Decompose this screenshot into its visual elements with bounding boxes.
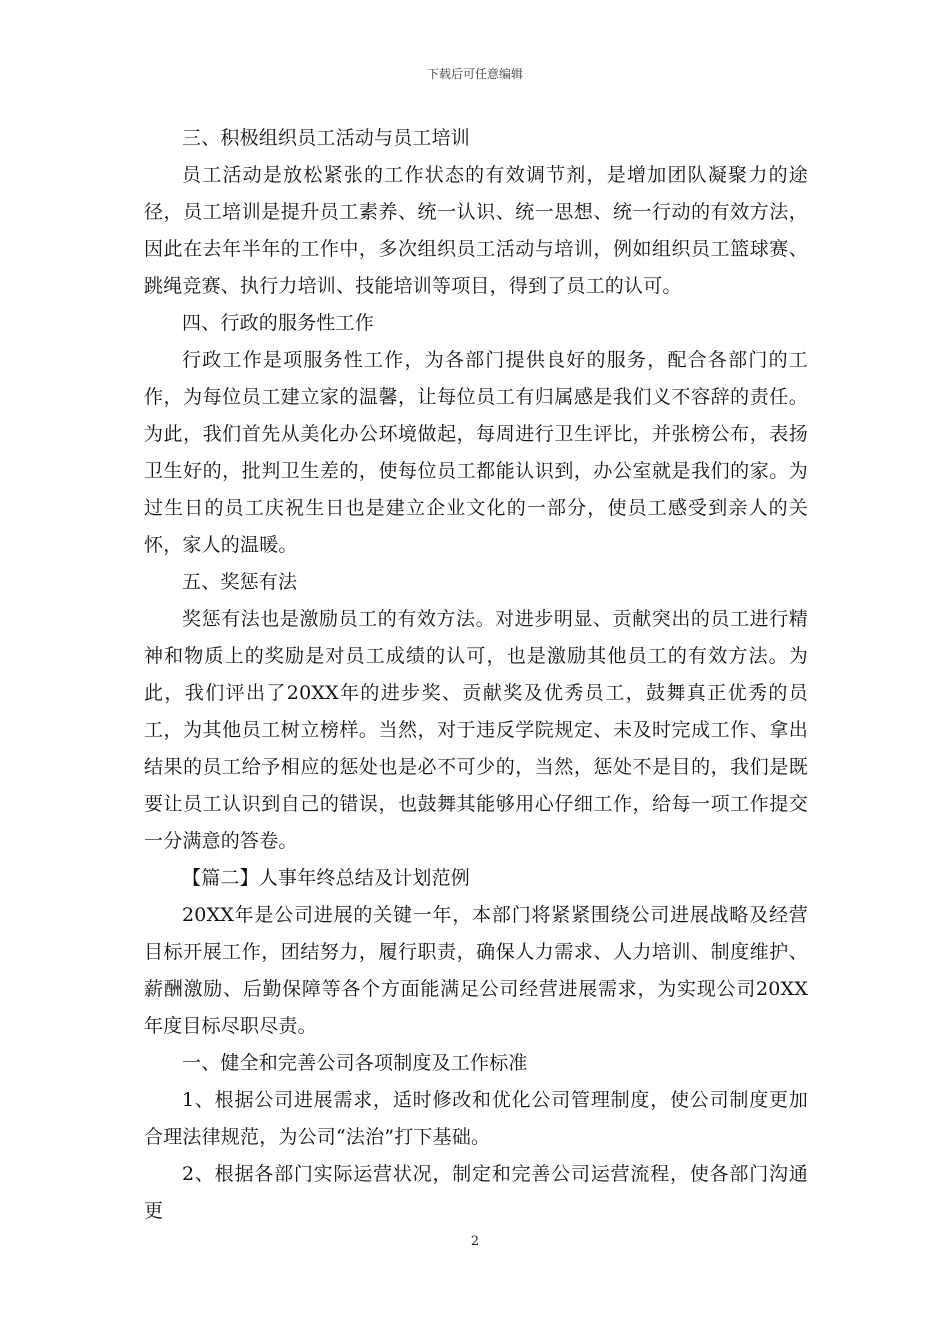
list-item: 1、根据公司进展需求，适时修改和优化公司管理制度，使公司制度更加合理法律规范，为公司“法治”打下基础。	[144, 1089, 808, 1148]
section-heading-systems-standards: 一、健全和完善公司各项制度及工作标准	[182, 1052, 528, 1074]
body-paragraph: 员工活动是放松紧张的工作状态的有效调节剂，是增加团队凝聚力的途径，员工培训是提升员工素养、统一认识、统一思想、统一行动的有效方法，因此在去年半年的工作中，多次组织员工活动与培训，例如组织员工篮球赛、跳绳竞赛、执行力培训、技能培训等项目，得到了员工的认可。	[144, 164, 808, 297]
section-heading-rewards-penalties: 五、奖惩有法	[182, 571, 298, 593]
body-paragraph: 行政工作是项服务性工作，为各部门提供良好的服务，配合各部门的工作，为每位员工建立家的温馨，让每位员工有归属感是我们义不容辞的责任。为此，我们首先从美化办公环境做起，每周进行卫生评比，并张榜公布，表扬卫生好的，批判卫生差的，使每位员工都能认识到，办公室就是我们的家。为过生日的员工庆祝生日也是建立企业文化的一部分，使员工感受到亲人的关怀，家人的温暖。	[144, 349, 808, 556]
section-heading-activities-training: 三、积极组织员工活动与员工培训	[182, 127, 471, 149]
list-item: 2、根据各部门实际运营状况，制定和完善公司运营流程，使各部门沟通更	[144, 1163, 808, 1222]
section-heading-admin-service: 四、行政的服务性工作	[182, 312, 375, 334]
chapter-heading: 【篇二】人事年终总结及计划范例	[182, 867, 471, 889]
body-paragraph: 奖惩有法也是激励员工的有效方法。对进步明显、贡献突出的员工进行精神和物质上的奖励是对员工成绩的认可，也是激励其他员工的有效方法。为此，我们评出了20XX年的进步奖、贡献奖及优秀员工，鼓舞真正优秀的员工，为其他员工树立榜样。当然，对于违反学院规定、未及时完成工作、拿出结果的员工给予相应的惩处也是必不可少的，当然，惩处不是目的，我们是既要让员工认识到自己的错误，也鼓舞其能够用心仔细工作，给每一项工作提交一分满意的答卷。	[144, 608, 808, 852]
page-header: 下载后可任意编辑	[426, 67, 523, 81]
body-paragraph: 20XX年是公司进展的关键一年，本部门将紧紧围绕公司进展战略及经营目标开展工作，团结努力，履行职责，确保人力需求、人力培训、制度维护、薪酬激励、后勤保障等各个方面能满足公司经营进展需求，为实现公司20XX年度目标尽职尽责。	[144, 904, 808, 1037]
page-number: 2	[470, 1234, 480, 1249]
document-body	[144, 120, 808, 1230]
